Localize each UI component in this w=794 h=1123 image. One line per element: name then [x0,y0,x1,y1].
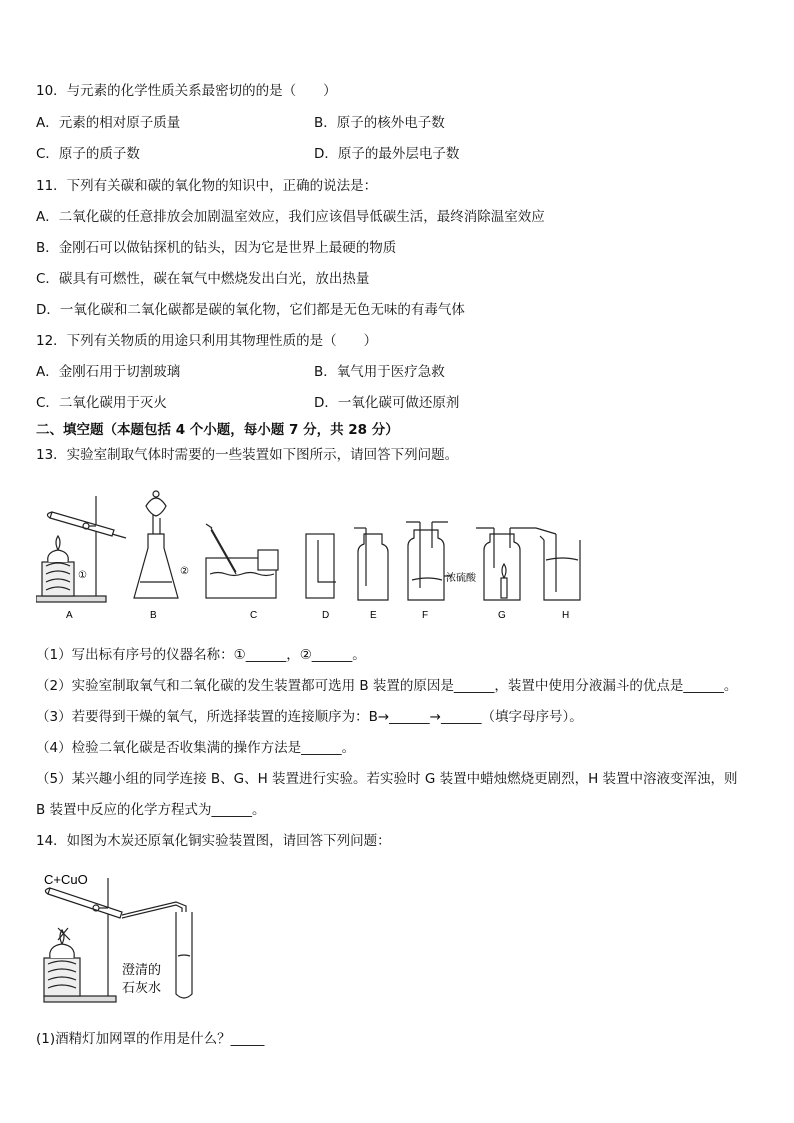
fig-marker-2: ② [180,566,189,577]
q13-stem: 13．实验室制取气体时需要的一些装置如下图所示，请回答下列问题。 [36,447,459,463]
q12-option-a: A．金刚石用于切割玻璃 [36,364,181,380]
fig-acid-label: 浓硫酸 [446,573,476,584]
q13-part-2: （2）实验室制取氧气和二氧化碳的发生装置都可选用 B 装置的原因是______，装置中使用分液漏斗的优点是______。 [36,678,738,694]
fig-label-e: E [370,610,377,621]
fig-label-c: C [250,610,258,621]
section-heading: 二、填空题（本题包括 4 个小题，每小题 7 分，共 28 分） [36,422,399,438]
q14-stem: 14．如图为木炭还原氧化铜实验装置图，请回答下列问题： [36,833,391,849]
fig-label-h: H [562,610,570,621]
q14-apparatus-figure [36,872,236,1007]
q11-option-d: D．一氧化碳和二氧化碳都是碳的氧化物，它们都是无色无味的有毒气体 [36,302,465,318]
q11-option-c: C．碳具有可燃性，碳在氧气中燃烧发出白光，放出热量 [36,271,370,287]
fig-label-f: F [422,610,429,621]
q13-part-1: （1）写出标有序号的仪器名称：①______，②______。 [36,647,366,663]
q13-part-5a: （5）某兴趣小组的同学连接 B、G、H 装置进行实验。若实验时 G 装置中蜡烛燃烧更剧烈，H 装置中溶液变浑浊，则 [36,771,738,787]
q14-part-1: (1)酒精灯加网罩的作用是什么？_____ [36,1031,265,1047]
fig-label-b: B [150,610,157,621]
q12-option-d: D．一氧化碳可做还原剂 [314,395,460,411]
fig-limewater-line1: 澄清的 [122,962,162,977]
q13-part-5b: B 装置中反应的化学方程式为______。 [36,802,266,818]
q12-stem: 12．下列有关物质的用途只利用其物理性质的是（ ） [36,333,378,349]
fig-label-d: D [322,610,330,621]
q11-stem: 11．下列有关碳和碳的氧化物的知识中，正确的说法是： [36,178,378,194]
fig-reagent-label: C+CuO [44,872,88,887]
q11-option-b: B．金刚石可以做钻探机的钻头，因为它是世界上最硬的物质 [36,240,397,256]
q12-option-b: B．氧气用于医疗急救 [314,364,445,380]
q13-apparatus-figure [36,488,596,623]
fig-limewater-line2: 石灰水 [122,980,162,995]
q10-option-c: C．原子的质子数 [36,146,140,162]
q13-part-4: （4）检验二氧化碳是否收集满的操作方法是______。 [36,740,356,756]
q10-option-b: B．原子的核外电子数 [314,115,445,131]
q11-option-a: A．二氧化碳的任意排放会加剧温室效应，我们应该倡导低碳生活，最终消除温室效应 [36,209,545,225]
fig-label-g: G [498,610,506,621]
q10-option-a: A．元素的相对原子质量 [36,115,181,131]
q10-stem: 10．与元素的化学性质关系最密切的的是（ ） [36,83,337,99]
q13-part-3: （3）若要得到干燥的氧气，所选择装置的连接顺序为：B→______→______（填字母序号）。 [36,709,583,725]
q10-option-d: D．原子的最外层电子数 [314,146,460,162]
fig-label-a: A [66,610,73,621]
q12-option-c: C．二氧化碳用于灭火 [36,395,167,411]
fig-marker-1: ① [78,570,87,581]
